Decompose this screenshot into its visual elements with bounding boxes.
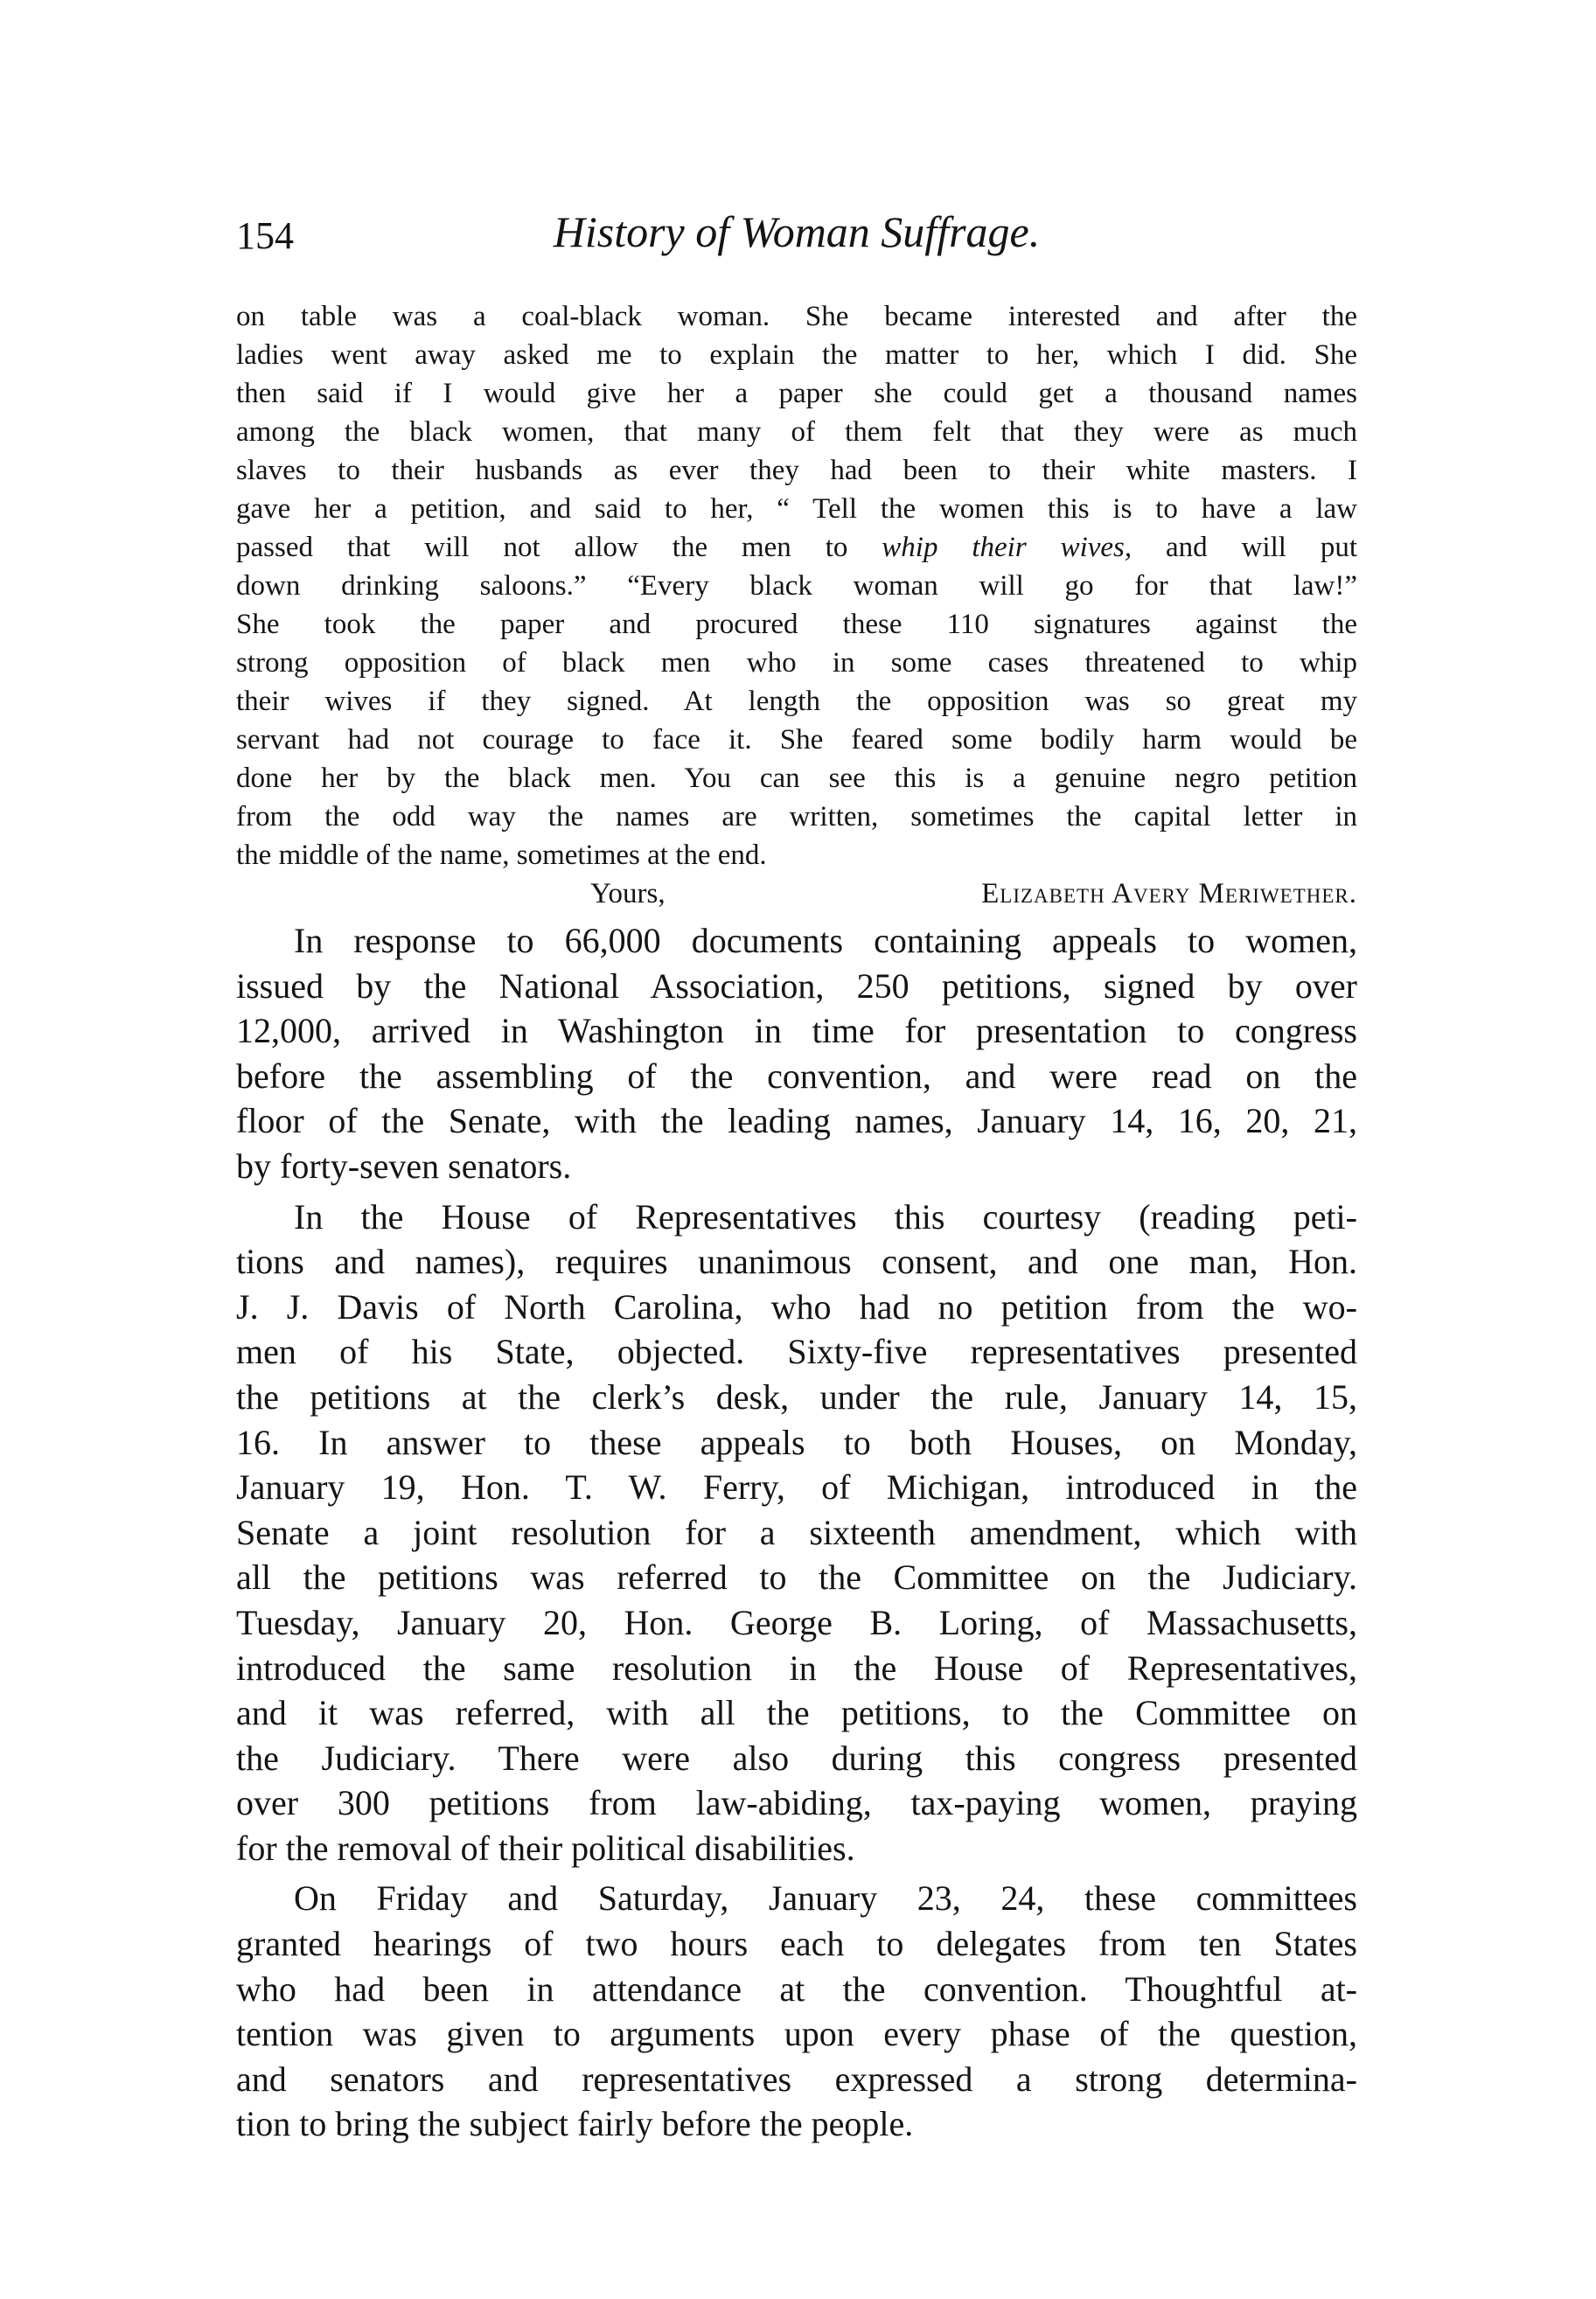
main-text xyxy=(236,918,1357,2152)
text-line: Tuesday, January 20, Hon. George B. Loring, of Massachusetts, xyxy=(236,1602,1357,1642)
text-line: and it was referred, with all the petitions, to the Committee on xyxy=(236,1693,1357,1733)
letter-signature xyxy=(236,874,1357,913)
paragraph xyxy=(236,918,1357,1189)
page-header xyxy=(236,191,1357,269)
text-line: the Judiciary. There were also during this congress presented xyxy=(236,1738,1357,1778)
text-line: men of his State, objected. Sixty-five representatives presented xyxy=(236,1332,1357,1372)
text-line: 12,000, arrived in Washington in time for presentation to congress xyxy=(236,1011,1357,1051)
text-line: In the House of Representatives this courtesy (reading peti- xyxy=(294,1196,1357,1237)
running-title: History of Woman Suffrage. xyxy=(553,207,1041,256)
text-line: J. J. Davis of North Carolina, who had no petition from the wo- xyxy=(236,1286,1357,1327)
letter-signer: Elizabeth Avery Meriwether. xyxy=(981,878,1357,909)
text-line: floor of the Senate, with the leading names, January 14, 16, 20, 21, xyxy=(236,1101,1357,1141)
page-number: 154 xyxy=(236,214,294,257)
letter-line: strong opposition of black men who in some cases threatened to whip xyxy=(236,647,1357,679)
text-line: On Friday and Saturday, January 23, 24, these committees xyxy=(294,1878,1357,1919)
letter-line: gave her a petition, and said to her, “ Tell the women this is to have a law xyxy=(236,493,1357,525)
text-line: tention was given to arguments upon every phase of the question, xyxy=(236,2014,1357,2054)
text-line: In response to 66,000 documents containing appeals to women, xyxy=(294,921,1357,960)
letter-line: their wives if they signed. At length the opposition was so great my xyxy=(236,686,1357,717)
text-line: January 19, Hon. T. W. Ferry, of Michigan, introduced in the xyxy=(236,1467,1357,1508)
letter-closing: Yours, xyxy=(590,878,666,909)
letter-line: servant had not courage to face it. She feared some bodily harm would be xyxy=(236,724,1357,756)
letter-line: ladies went away asked me to explain the matter to her, which I did. She xyxy=(236,339,1357,371)
letter-line: from the odd way the names are written, sometimes the capital letter in xyxy=(236,801,1357,833)
letter-line: done her by the black men. You can see this is a genuine negro petition xyxy=(236,763,1357,794)
text-line: by forty-seven senators. xyxy=(236,1146,572,1186)
text-line: tion to bring the subject fairly before the people. xyxy=(236,2104,914,2144)
text-line: all the petitions was referred to the Committee on the Judiciary. xyxy=(236,1557,1357,1598)
letter-line: slaves to their husbands as ever they had been to their white masters. I xyxy=(236,455,1357,486)
text-line: issued by the National Association, 250 petitions, signed by over xyxy=(236,965,1357,1006)
text-line: over 300 petitions from law-abiding, tax-paying women, praying xyxy=(236,1783,1357,1823)
letter-line: down drinking saloons.” “Every black woman will go for that law!” xyxy=(236,570,1357,602)
letter-line-part: passed that will not allow the men to xyxy=(236,532,882,563)
quoted-letter xyxy=(236,297,1357,913)
letter-line: then said if I would give her a paper she could get a thousand names xyxy=(236,378,1357,409)
text-line: Senate a joint resolution for a sixteenth amendment, which with xyxy=(236,1512,1357,1552)
letter-line: among the black women, that many of them felt that they were as much xyxy=(236,416,1357,448)
text-line: and senators and representatives expressed a strong determina- xyxy=(236,2059,1357,2099)
italic-phrase: whip their wives, xyxy=(882,532,1133,563)
text-line: tions and names), requires unanimous consent, and one man, Hon. xyxy=(236,1242,1357,1282)
text-line: before the assembling of the convention, and were read on the xyxy=(236,1055,1357,1096)
letter-line: the middle of the name, sometimes at the end. xyxy=(236,839,767,871)
letter-line: on table was a coal-black woman. She became interested and after the xyxy=(236,301,1357,332)
letter-line-part: and will put xyxy=(1132,532,1357,563)
text-line: for the removal of their political disabilities. xyxy=(236,1828,855,1868)
paragraph xyxy=(236,1876,1357,2147)
text-line: 16. In answer to these appeals to both Houses, on Monday, xyxy=(236,1422,1357,1462)
letter-line-with-italic xyxy=(236,528,1357,567)
text-line: who had been in attendance at the convention. Thoughtful at- xyxy=(236,1968,1357,2009)
text-line: the petitions at the clerk’s desk, under the rule, January 14, 15, xyxy=(236,1376,1357,1417)
paragraph xyxy=(236,1195,1357,1871)
text-line: granted hearings of two hours each to delegates from ten States xyxy=(236,1924,1357,1964)
text-line: introduced the same resolution in the House of Representatives, xyxy=(236,1648,1357,1688)
letter-line: She took the paper and procured these 110 signatures against the xyxy=(236,609,1357,640)
